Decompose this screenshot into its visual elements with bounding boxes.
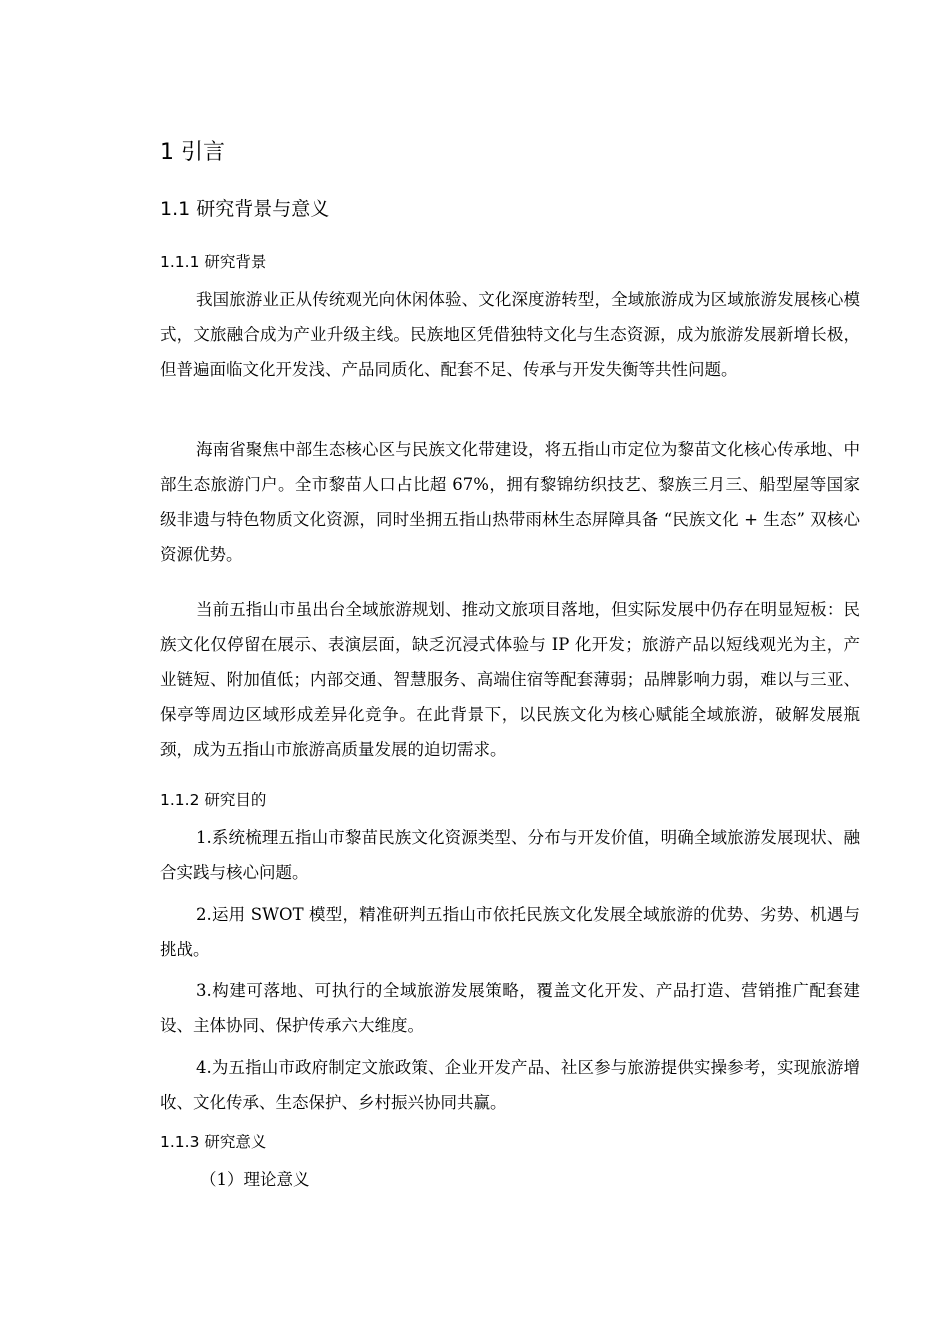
purpose-item-2: 2.运用 SWOT 模型，精准研判五指山市依托民族文化发展全域旅游的优势、劣势、机遇与挑战。	[160, 905, 860, 959]
purpose-item-3: 3.构建可落地、可执行的全域旅游发展策略，覆盖文化开发、产品打造、营销推广配套建设、主体协同、保护传承六大维度。	[160, 981, 860, 1035]
background-paragraph-1: 我国旅游业正从传统观光向休闲体验、文化深度游转型，全域旅游成为区域旅游发展核心模式，文旅融合成为产业升级主线。民族地区凭借独特文化与生态资源，成为旅游发展新增长极，但普遍面临文化开发浅、产品同质化、配套不足、传承与开发失衡等共性问题。	[160, 290, 860, 379]
background-paragraph-2: 海南省聚焦中部生态核心区与民族文化带建设，将五指山市定位为黎苗文化核心传承地、中部生态旅游门户。全市黎苗人口占比超 67%，拥有黎锦纺织技艺、黎族三月三、船型屋等国家级非遗与特色物质文化资源，同时坐拥五指山热带雨林生态屏障具备 “民族文化 + 生态” 双核心资源优势。	[160, 440, 860, 564]
background-paragraph-3: 当前五指山市虽出台全域旅游规划、推动文旅项目落地，但实际发展中仍存在明显短板：民族文化仅停留在展示、表演层面，缺乏沉浸式体验与 IP 化开发；旅游产品以短线观光为主，产业链短、附加值低；内部交通、智慧服务、高端住宿等配套薄弱；品牌影响力弱，难以与三亚、保亭等周边区域形成差异化竞争。在此背景下，以民族文化为核心赋能全域旅游，破解发展瓶颈，成为五指山市旅游高质量发展的迫切需求。	[160, 600, 860, 759]
purpose-item-4: 4.为五指山市政府制定文旅政策、企业开发产品、社区参与旅游提供实操参考，实现旅游增收、文化传承、生态保护、乡村振兴协同共赢。	[160, 1058, 860, 1112]
purpose-heading: 1.1.2 研究目的	[160, 791, 267, 809]
purpose-item-1: 1.系统梳理五指山市黎苗民族文化资源类型、分布与开发价值，明确全域旅游发展现状、融合实践与核心问题。	[160, 828, 860, 882]
theoretical-significance-subheading: （1）理论意义	[200, 1170, 310, 1189]
section-title: 1.1 研究背景与意义	[160, 198, 330, 220]
background-heading: 1.1.1 研究背景	[160, 253, 267, 271]
chapter-title: 1 引言	[160, 140, 225, 165]
significance-heading: 1.1.3 研究意义	[160, 1133, 267, 1151]
